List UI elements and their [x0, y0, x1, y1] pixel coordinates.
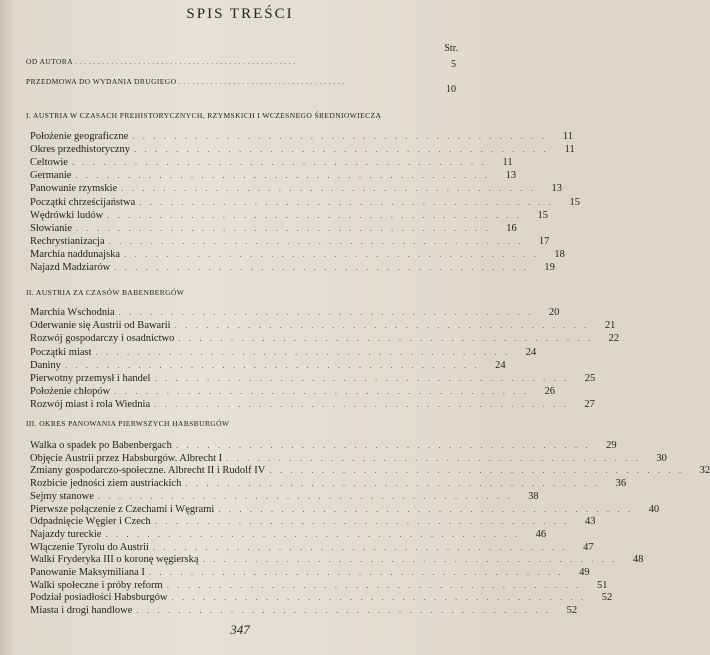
dot-leader: . . . . . . . . . . . . . . . . . . . . . . . . . . . . . . . . . . . . . . . . [71, 157, 487, 168]
toc-entry-title: Rozbicie jedności ziem austriackich [30, 478, 182, 490]
toc-entry [30, 373, 596, 386]
toc-entry [30, 320, 616, 333]
dot-leader: . . . . . . . . . . . . . . . . . . . . . . . . . . . . . . . . . . . . . . . . [134, 144, 549, 155]
toc-entry [30, 465, 710, 478]
section-page: 5 [451, 59, 456, 70]
toc-entry-page: 13 [505, 170, 517, 182]
toc-entry [30, 346, 537, 360]
toc-entry [30, 490, 539, 504]
dot-leader: . . . . . . . . . . . . . . . . . . . . . . . . . . . . . . . . . . . . . . . . [136, 605, 552, 616]
toc-entry [30, 307, 560, 320]
section-page: 10 [446, 84, 456, 95]
toc-entry [30, 386, 555, 399]
toc-entry [30, 248, 565, 262]
toc-entry-title: Pierwsze połączenie z Czechami i Węgrami [30, 503, 215, 515]
dot-leader: . . . . . . . . . . . . . . . . . . . . . . . . . . . . . . . . . . . . . . . . [175, 440, 591, 450]
toc-entry [30, 399, 595, 412]
toc-entry [30, 235, 550, 249]
toc-entry [30, 579, 608, 593]
page-column-label: Str. [444, 43, 458, 54]
toc-entry-page: 13 [551, 183, 562, 195]
toc-entry [30, 196, 580, 210]
toc-entry [30, 503, 660, 517]
toc-entry [30, 567, 590, 580]
toc-entry-title: Objęcie Austrii przez Habsburgów. Albrecht I [30, 452, 223, 464]
part3-heading: III. OKRES PANOWANIA PIERWSZYCH HABSBURGÓW [26, 419, 230, 428]
dot-leader: . . . . . . . . . . . . . . . . . . . . . . . . . . . . . . . . . . . . . . . . [124, 248, 539, 259]
toc-entry [30, 452, 667, 466]
toc-entry [30, 440, 617, 453]
toc-entry-title: Marchia naddunajska [30, 248, 121, 260]
dot-leader: . . . . . . . . . . . . . . . . . . . . . . . . . . . . . . . . . . . . . . . . [269, 465, 685, 476]
dot-leader: . . . . . . . . . . . . . . . . . . . . . . . . . . . . . . . . . . . . . . . . [152, 541, 568, 552]
toc-entry-title: Walka o spadek po Babenbergach [30, 440, 172, 451]
toc-entry-page: 30 [656, 452, 667, 464]
toc-entry [30, 528, 547, 542]
section-heading: PRZEDMOWA DO WYDANIA DRUGIEGO . . . . . . . . . . . . . . . . . . . . . . . . . . . . . . . . . . . . . [26, 77, 345, 86]
toc-entry [30, 183, 562, 196]
toc-entry-title: Położenie geograficzne [30, 131, 129, 142]
dot-leader: . . . . . . . . . . . . . . . . . . . . . . . . . . . . . . . . . . . . . . . . [114, 386, 529, 397]
dot-leader: . . . . . . . . . . . . . . . . . . . . . . . . . . . . . . . . . . . . . . . . [121, 183, 536, 194]
dot-leader: . . . . . . . . . . . . . . . . . . . . . . . . . . . . . . . . . . . . . . . . [226, 452, 641, 463]
toc-entry-title: Pierwotny przemysł i handel [30, 373, 151, 384]
dot-leader: . . . . . . . . . . . . . . . . . . . . . . . . . . . . . . . . . . . . . . . . [114, 262, 529, 272]
toc-entry-page: 47 [583, 541, 594, 553]
toc-entry [30, 209, 548, 223]
toc-entry-title: Miasta i drogi handlowe [30, 605, 133, 617]
toc-entry [30, 554, 644, 567]
dot-leader: . . . . . . . . . . . . . . . . . . . . . . . . . . . . . . . . . . . . . . . . [185, 478, 601, 489]
toc-entry [30, 157, 513, 170]
toc-entry-page: 11 [502, 157, 513, 169]
toc-entry-title: Słowianie [30, 222, 72, 234]
page-edge-shadow [0, 0, 14, 655]
toc-entry-page: 51 [596, 579, 608, 591]
toc-entry [30, 333, 620, 346]
toc-entry-title: Walki Fryderyka III o koronę węgierską [30, 554, 199, 566]
toc-entry-page: 11 [564, 144, 575, 156]
page-number: 347 [230, 622, 250, 637]
toc-entry-page: 19 [544, 262, 555, 273]
toc-entry [30, 131, 573, 144]
dot-leader: . . . . . . . . . . . . . . . . . . . . . . . . . . . . . . . . . . . . . . . . [171, 592, 587, 603]
toc-entry-title: Germanie [30, 170, 72, 182]
toc-entry-page: 21 [604, 320, 616, 332]
toc-entry [30, 541, 594, 555]
toc-entry-page: 20 [548, 307, 560, 318]
toc-entry-page: 40 [648, 503, 660, 515]
toc-entry-page: 15 [569, 196, 580, 208]
toc-entry-title: Położenie chłopów [30, 386, 111, 398]
toc-entry [30, 605, 578, 618]
toc-entry-title: Rozwój gospodarczy i osadnictwo [30, 333, 175, 345]
toc-entry-title: Celtowie [30, 157, 68, 169]
toc-entry [30, 592, 613, 605]
toc-entry-page: 26 [544, 386, 555, 398]
toc-entry-title: Oderwanie się Austrii od Bawarii [30, 320, 171, 332]
toc-entry [30, 144, 575, 157]
toc-entry-page: 29 [606, 440, 617, 451]
toc-entry-page: 22 [608, 333, 620, 345]
toc-entry-title: Podział posiadłości Habsburgów [30, 592, 168, 604]
page-title: SPIS TREŚCI [186, 6, 294, 22]
dot-leader: . . . . . . . . . . . . . . . . . . . . . . . . . . . . . . . . . . . . . . . . [166, 579, 582, 590]
dot-leader: . . . . . . . . . . . . . . . . . . . . . . . . . . . . . . . . . . . . . . . . [178, 333, 594, 344]
toc-entry-title: Sejmy stanowe [30, 490, 94, 502]
toc-entry-title: Panowanie rzymskie [30, 183, 118, 195]
toc-entry [30, 222, 517, 236]
toc-entry [30, 170, 517, 183]
toc-entry [30, 478, 627, 491]
toc-entry-page: 48 [632, 554, 644, 566]
dot-leader: . . . . . . . . . . . . . . . . . . . . . . . . . . . . . . . . . . . . . . . . [154, 399, 569, 410]
dot-leader: . . . . . . . . . . . . . . . . . . . . . . . . . . . . . . . . . . . . . . . . [95, 346, 511, 357]
toc-entry-page: 36 [615, 478, 627, 490]
section-heading: OD AUTORA . . . . . . . . . . . . . . . . . . . . . . . . . . . . . . . . . . . . . . . . . . . . . . . . . [26, 57, 296, 66]
dot-leader: . . . . . . . . . . . . . . . . . . . . . . . . . . . . . . . . . . . . . . . . [75, 170, 491, 181]
dot-leader: . . . . . . . . . . . . . . . . . . . . . . . . . . . . . . . . . . . . . . . . [97, 490, 513, 501]
toc-entry-page: 16 [506, 222, 517, 234]
dot-leader: . . . . . . . . . . . . . . . . . . . . . . . . . . . . . . . . . . . . . . . . [154, 516, 570, 527]
toc-entry-title: Rozwój miast i rola Wiednia [30, 399, 151, 411]
toc-entry-title: Walki społeczne i próby reform [30, 579, 163, 591]
dot-leader: . . . . . . . . . . . . . . . . . . . . . . . . . . . . . . . . . . . . . . . . [64, 359, 480, 370]
toc-entry-page: 15 [537, 209, 548, 221]
toc-entry-title: Daniny [30, 359, 61, 371]
toc-entry-title: Początki miast [30, 346, 92, 358]
toc-entry-title: Włączenie Tyrolu do Austrii [30, 541, 149, 553]
dot-leader: . . . . . . . . . . . . . . . . . . . . . . . . . . . . . . . . . . . . . . . . [132, 131, 547, 141]
dot-leader: . . . . . . . . . . . . . . . . . . . . . . . . . . . . . . . . . . . . . . . . [218, 503, 634, 514]
toc-entry-title: Zmiany gospodarczo-społeczne. Albrecht II i Rudolf IV [30, 465, 266, 477]
toc-entry-title: Najazd Madziarów [30, 262, 111, 273]
toc-entry-title: Panowanie Maksymiliana I [30, 567, 145, 578]
dot-leader: . . . . . . . . . . . . . . . . . . . . . . . . . . . . . . . . . . . . . . . . [154, 373, 570, 383]
dot-leader: . . . . . . . . . . . . . . . . . . . . . . . . . . . . . . . . . . . . . . . . [148, 567, 564, 577]
toc-entry-page: 17 [538, 235, 550, 247]
toc-entry-page: 49 [579, 567, 590, 578]
toc-entry-title: Najazdy tureckie [30, 528, 102, 540]
toc-entry-page: 52 [601, 592, 613, 604]
part1-heading: I. AUSTRIA W CZASACH PREHISTORYCZNYCH, RZYMSKICH I WCZESNEGO ŚREDNIOWIECZA [26, 111, 382, 120]
dot-leader: . . . . . . . . . . . . . . . . . . . . . . . . . . . . . . . . . . . . . . . . [202, 554, 618, 565]
dot-leader: . . . . . . . . . . . . . . . . . . . . . . . . . . . . . . . . . . . . . . . . [105, 528, 521, 539]
toc-entry-title: Początki chrześcijaństwa [30, 196, 136, 208]
toc-entry-title: Wędrówki ludów [30, 209, 104, 221]
toc-entry-page: 32 [699, 465, 710, 477]
dot-leader: . . . . . . . . . . . . . . . . . . . . . . . . . . . . . . . . . . . . . . . . [76, 222, 491, 233]
toc-entry-page: 25 [584, 373, 596, 384]
toc-entry-page: 38 [528, 490, 539, 502]
toc-entry-page: 24 [495, 359, 506, 371]
dot-leader: . . . . . . . . . . . . . . . . . . . . . . . . . . . . . . . . . . . . . . . . [118, 307, 534, 317]
toc-entry-page: 18 [554, 248, 565, 260]
toc-entry-title: Okres przedhistoryczny [30, 144, 131, 156]
part2-heading: II. AUSTRIA ZA CZASÓW BABENBERGÓW [26, 288, 185, 297]
toc-entry-page: 27 [584, 399, 595, 411]
dot-leader: . . . . . . . . . . . . . . . . . . . . . . . . . . . . . . . . . . . . . . . . [174, 320, 590, 331]
toc-entry-page: 46 [535, 528, 547, 540]
toc-entry [30, 359, 506, 373]
toc-entry-page: 11 [562, 131, 573, 142]
dot-leader: . . . . . . . . . . . . . . . . . . . . . . . . . . . . . . . . . . . . . . . . [139, 196, 554, 207]
toc-entry-title: Rechrystianizacja [30, 235, 105, 247]
toc-entry [30, 262, 555, 275]
toc-entry-page: 43 [585, 516, 596, 528]
toc-entry-page: 24 [525, 346, 537, 358]
toc-entry-title: Marchia Wschodnia [30, 307, 115, 318]
dot-leader: . . . . . . . . . . . . . . . . . . . . . . . . . . . . . . . . . . . . . . . . [108, 235, 524, 246]
toc-entry [30, 516, 596, 529]
toc-entry-page: 52 [566, 605, 578, 617]
toc-entry-title: Odpadnięcie Węgier i Czech [30, 516, 151, 528]
dot-leader: . . . . . . . . . . . . . . . . . . . . . . . . . . . . . . . . . . . . . . . . [107, 209, 522, 220]
